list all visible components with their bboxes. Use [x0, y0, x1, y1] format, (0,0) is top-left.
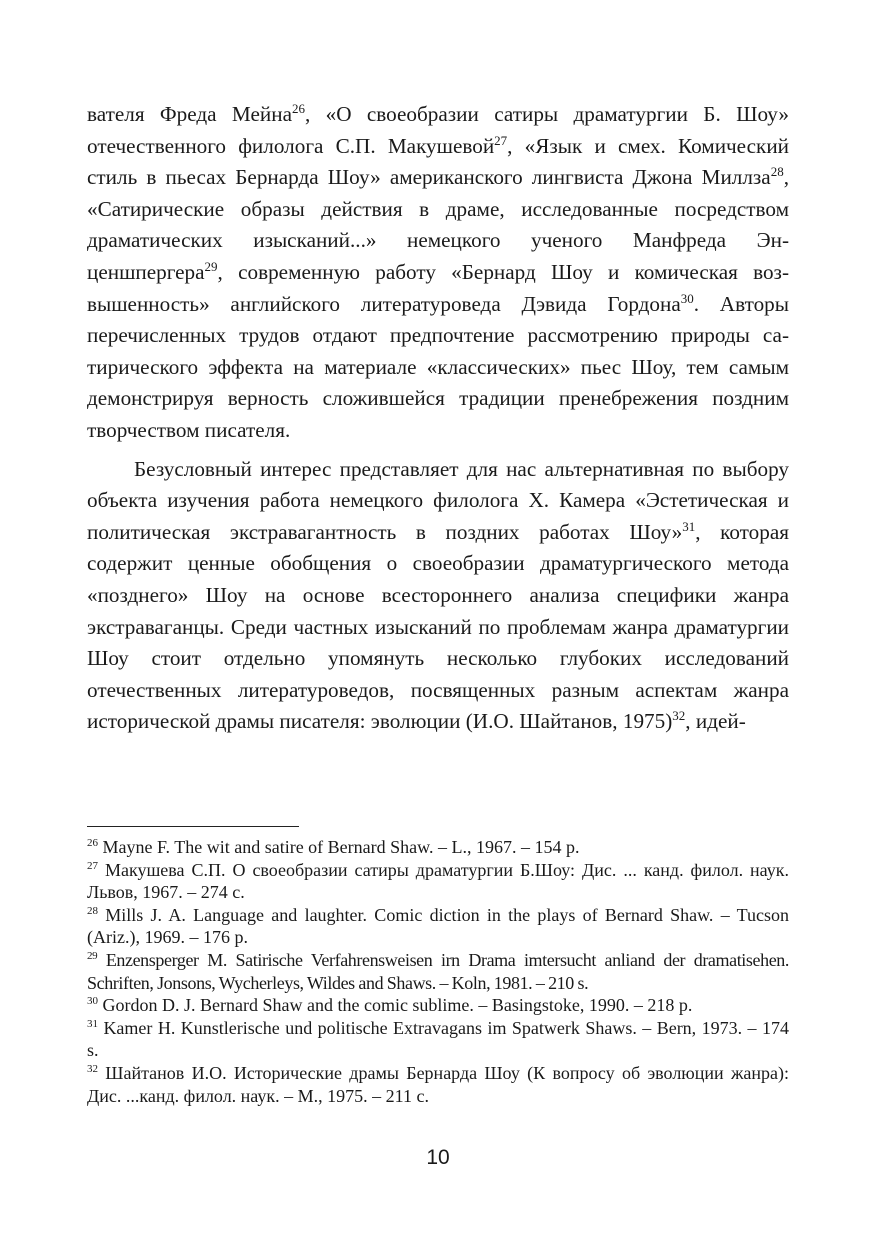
- footnote-ref-32: 32: [672, 708, 686, 724]
- footnote-30: $^{30}$ Gordon D. J. Bernard Shaw and the comic sublime. – Basingstoke, 1990. – 218 p.: [87, 995, 693, 1016]
- footnote-29: $^{29}$ Enzensperger M. Satirische Verfahrensweisen irn Drama imtersucht anliand der dramatisehen. Schriften, Jonsons, Wycherleys, Wildes and Shaws. – Koln, 1981. – 210 s.: [87, 949, 789, 993]
- footnote-ref-27: 27: [494, 132, 508, 148]
- footnote-28: $^{28}$ Mills J. A. Language and laughter. Comic diction in the plays of Bernard Shaw. – Tucson (Ariz.), 1969. – 176 p.: [87, 904, 789, 948]
- footnote-26: $^{26}$ Mayne F. The wit and satire of Bernard Shaw. – L., 1967. – 154 p.: [87, 837, 580, 857]
- footnotes: [87, 836, 789, 1107]
- footnote-27: $^{27}$ Макушева С.П. О своеобразии сатиры драматургии Б.Шоу: Дис. ... канд. филол. наук. Львов, 1967. – 274 с.: [87, 859, 789, 903]
- footnote-ref-26: 26: [291, 100, 305, 116]
- page-number: 10: [426, 1146, 450, 1169]
- main-text: [87, 99, 789, 738]
- footnote-ref-29: 29: [204, 258, 218, 274]
- paragraph-1: вателя Фреда Мейна$^{26}$, «О своеобразии сатиры драматургии Б. Шоу» отечественного филолога С.П. Макушевой$^{27}$, «Язык и смех. Комический стиль в пьесах Бернарда Шоу» американского лингвиста Джона Миллза$^{28}$, «Сатирические образы действия в драме, исследованные посредством драматических изысканий...» немецкого ученого Манфреда Энценшпергера$^{29}$, современную работу «Бернард Шоу и комическая возвышенность» английского литературоведа Дэвида Гордона$^{30}$. Авторы перечисленных трудов отдают предпочтение рассмотрению природы сатирического эффекта на материале «классических» пьес Шоу, тем самым демонстрируя верность сложившейся традиции пренебрежения поздним творчеством писателя.: [87, 100, 790, 442]
- footnote-ref-31: 31: [682, 518, 696, 534]
- footnote-separator: [87, 826, 299, 827]
- footnote-ref-28: 28: [770, 164, 784, 180]
- footnote-32: $^{32}$ Шайтанов И.О. Исторические драмы Бернарда Шоу (К вопросу об эволюции жанра): Дис. ...канд. филол. наук. – М., 1975. – 211 с.: [87, 1062, 789, 1106]
- paragraph-2: Безусловный интерес представляет для нас альтернативная по выбору объекта изучения работа немецкого филолога Х. Камера «Эстетическая и политическая экстравагантность в поздних работах Шоу»$^{31}$, которая содержит ценные обобщения о своеобразии драматургического метода «позднего» Шоу на основе всестороннего анализа специфики жанра экстраваганцы. Среди частных изысканий по проблемам жанра драматургии Шоу стоит отдельно упомянуть несколько глубоких исследований отечественных литературоведов, посвященных разным аспектам жанра исторической драмы писателя: эволюции (И.О. Шайтанов, 1975)$^{32}$, идей-: [87, 456, 789, 734]
- footnote-31: $^{31}$ Kamer H. Kunstlerische und politische Extravagans im Spatwerk Shaws. – Bern, 1973. – 174 s.: [87, 1017, 789, 1061]
- footnote-ref-30: 30: [680, 290, 694, 306]
